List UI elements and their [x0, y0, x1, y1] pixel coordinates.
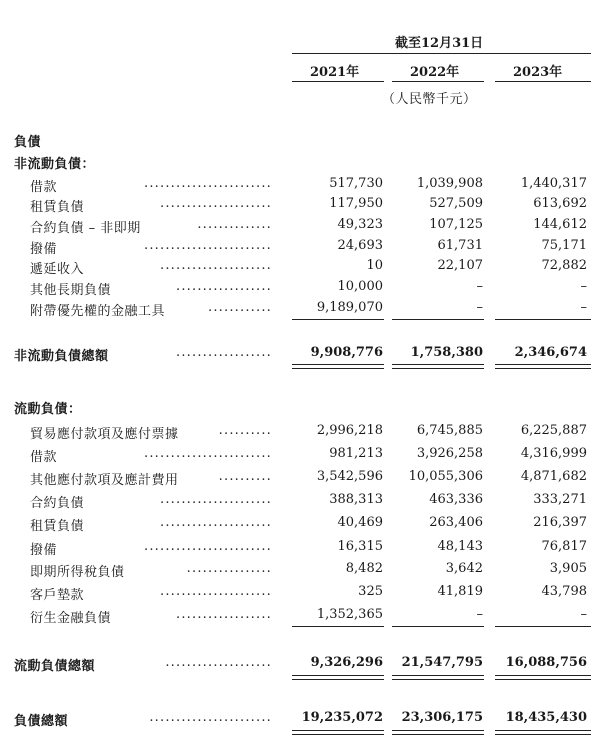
row-label: 借款 — [30, 180, 58, 195]
grand-total-double-rule-2022 — [392, 730, 484, 735]
row-label: 合約負債 — [30, 496, 85, 511]
row-label: 非流動負債總額 — [14, 349, 109, 364]
value-2023: 333,271 — [533, 492, 587, 507]
value-2021: 981,213 — [329, 446, 383, 461]
value-2023: – — [580, 279, 587, 294]
value-2021: 388,313 — [329, 492, 383, 507]
value-2023: – — [580, 300, 587, 315]
leader-dots: ..................... — [160, 492, 272, 507]
leader-dots: .................... — [165, 655, 272, 670]
value-2021: 16,315 — [337, 539, 383, 554]
leader-dots: ............ — [208, 300, 272, 315]
value-2022: 22,107 — [437, 258, 483, 273]
value-2023: 4,316,999 — [520, 446, 587, 461]
value-2023: 613,692 — [533, 196, 587, 211]
row-label: 借款 — [30, 450, 58, 465]
nc-total-double-rule-2023 — [495, 364, 591, 369]
leader-dots: ........................ — [144, 539, 272, 554]
row-label: 即期所得稅負債 — [30, 565, 125, 580]
row-label: 租賃負債 — [30, 519, 85, 534]
nc-total-double-rule-2022 — [392, 364, 484, 369]
value-2021: 325 — [358, 584, 383, 599]
value-2022: 463,336 — [429, 492, 483, 507]
row-label: 其他長期負債 — [30, 283, 112, 298]
grand-total-double-rule-2023 — [495, 730, 591, 735]
value-2021: 3,542,596 — [316, 469, 383, 484]
value-2022: 48,143 — [437, 539, 483, 554]
value-2022: – — [476, 279, 483, 294]
current-title: 流動負債： — [14, 402, 82, 417]
value-2022: 527,509 — [429, 196, 483, 211]
value-2022: 41,819 — [437, 584, 483, 599]
leader-dots: ....................... — [149, 710, 272, 725]
value-2022: 6,745,885 — [416, 423, 483, 438]
value-2023: 75,171 — [541, 238, 587, 253]
leader-dots: ..................... — [160, 584, 272, 599]
grand-total-double-rule-2021 — [292, 730, 384, 735]
value-2022: – — [476, 607, 483, 622]
c-subtotal-rule-2023 — [495, 626, 591, 627]
leader-dots: .......... — [218, 423, 272, 438]
value-2021: 40,469 — [337, 515, 383, 530]
unit-label: （人民幣千元） — [382, 92, 477, 107]
value-2021: 517,730 — [329, 176, 383, 191]
liabilities-title: 負債 — [14, 135, 42, 150]
value-2021: 8,482 — [345, 561, 383, 576]
leader-dots: ........................ — [144, 176, 272, 191]
row-label: 遞延收入 — [30, 262, 85, 277]
year-rule-2022 — [392, 81, 484, 82]
value-2023: 18,435,430 — [505, 710, 587, 725]
value-2023: 144,612 — [533, 217, 587, 232]
leader-dots: ........................ — [144, 238, 272, 253]
value-2022: 23,306,175 — [401, 710, 483, 725]
year-rule-2023 — [495, 81, 591, 82]
c-total-double-rule-2021 — [292, 675, 384, 680]
value-2022: – — [476, 300, 483, 315]
leader-dots: ..................... — [160, 196, 272, 211]
non-current-title: 非流動負債： — [14, 157, 96, 172]
value-2022: 21,547,795 — [401, 655, 483, 670]
value-2023: 1,440,317 — [520, 176, 587, 191]
value-2022: 263,406 — [429, 515, 483, 530]
row-label: 租賃負債 — [30, 200, 85, 215]
year-rule-2021 — [292, 81, 384, 82]
row-label: 合約負債 – 非即期 — [30, 221, 141, 236]
value-2021: 24,693 — [337, 238, 383, 253]
row-label: 撥備 — [30, 242, 58, 257]
row-label: 客戶墊款 — [30, 588, 85, 603]
value-2023: 2,346,674 — [514, 345, 587, 360]
c-subtotal-rule-2022 — [392, 626, 484, 627]
row-label: 貿易應付款項及應付票據 — [30, 427, 179, 442]
value-2021: 10,000 — [337, 279, 383, 294]
leader-dots: .......... — [218, 469, 272, 484]
value-2021: 19,235,072 — [301, 710, 383, 725]
value-2022: 3,926,258 — [416, 446, 483, 461]
value-2021: 2,996,218 — [316, 423, 383, 438]
year-2021-header: 2021年 — [310, 65, 360, 80]
leader-dots: ..................... — [160, 515, 272, 530]
value-2021: 9,189,070 — [316, 300, 383, 315]
c-total-double-rule-2022 — [392, 675, 484, 680]
value-2022: 1,758,380 — [410, 345, 483, 360]
value-2023: 43,798 — [541, 584, 587, 599]
leader-dots: .............. — [197, 217, 272, 232]
value-2022: 10,055,306 — [408, 469, 483, 484]
header-rule — [292, 53, 591, 54]
value-2023: 72,882 — [541, 258, 587, 273]
leader-dots: .................. — [176, 279, 272, 294]
value-2023: 6,225,887 — [520, 423, 587, 438]
leader-dots: .................. — [176, 607, 272, 622]
value-2021: 49,323 — [337, 217, 383, 232]
value-2023: 3,905 — [549, 561, 587, 576]
period-header: 截至12月31日 — [395, 36, 484, 51]
nc-total-double-rule-2021 — [292, 364, 384, 369]
leader-dots: ........................ — [144, 446, 272, 461]
nc-subtotal-rule-2022 — [392, 319, 484, 320]
value-2021: 117,950 — [329, 196, 383, 211]
year-2023-header: 2023年 — [513, 65, 563, 80]
value-2022: 1,039,908 — [416, 176, 483, 191]
value-2023: 4,871,682 — [520, 469, 587, 484]
row-label: 衍生金融負債 — [30, 611, 112, 626]
value-2023: 76,817 — [541, 539, 587, 554]
leader-dots: ................ — [186, 561, 272, 576]
value-2021: 1,352,365 — [316, 607, 383, 622]
value-2022: 3,642 — [445, 561, 483, 576]
row-label: 附帶優先權的金融工具 — [30, 304, 166, 319]
value-2023: – — [580, 607, 587, 622]
nc-subtotal-rule-2021 — [292, 319, 384, 320]
nc-subtotal-rule-2023 — [495, 319, 591, 320]
value-2021: 10 — [366, 258, 383, 273]
row-label: 其他應付款項及應計費用 — [30, 473, 179, 488]
value-2023: 216,397 — [533, 515, 587, 530]
c-total-double-rule-2023 — [495, 675, 591, 680]
value-2022: 61,731 — [437, 238, 483, 253]
year-2022-header: 2022年 — [410, 65, 460, 80]
c-subtotal-rule-2021 — [292, 626, 384, 627]
leader-dots: ..................... — [160, 258, 272, 273]
leader-dots: .................. — [176, 345, 272, 360]
value-2021: 9,326,296 — [310, 655, 383, 670]
row-label: 負債總額 — [14, 714, 69, 729]
value-2023: 16,088,756 — [505, 655, 587, 670]
row-label: 流動負債總額 — [14, 659, 96, 674]
value-2021: 9,908,776 — [310, 345, 383, 360]
value-2022: 107,125 — [429, 217, 483, 232]
row-label: 撥備 — [30, 543, 58, 558]
